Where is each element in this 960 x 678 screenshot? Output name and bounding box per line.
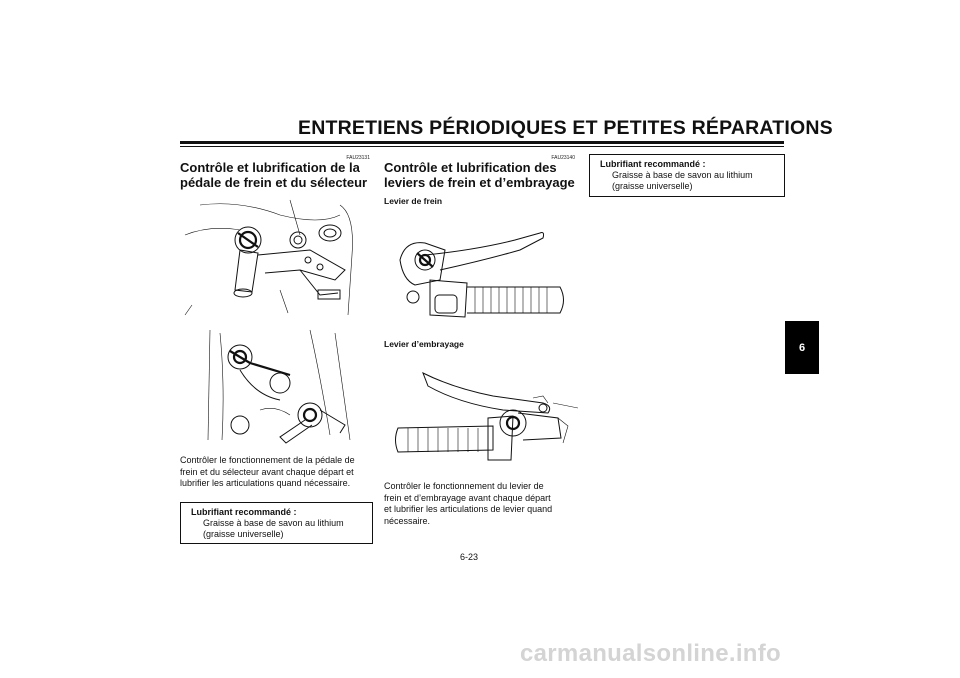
clutch-lever-illustration bbox=[393, 368, 578, 468]
header-rule-thin bbox=[180, 146, 784, 147]
left-title-line1: Contrôle et lubrification de la bbox=[180, 160, 360, 175]
lubricant-label: Lubrifiant recommandé : bbox=[600, 159, 706, 169]
header-rule bbox=[180, 141, 784, 144]
brake-lever-subheading: Levier de frein bbox=[384, 196, 443, 206]
lubricant-label: Lubrifiant recommandé : bbox=[191, 507, 297, 517]
brake-pedal-illustration bbox=[180, 195, 375, 320]
middle-body-text bbox=[384, 481, 577, 527]
lubricant-value-line1: Graisse à base de savon au lithium bbox=[612, 170, 753, 180]
left-body-text bbox=[180, 455, 373, 490]
middle-body-line2: frein et d’embrayage avant chaque départ bbox=[384, 492, 551, 503]
left-body-line3: lubrifier les articulations quand nécessaire. bbox=[180, 478, 351, 488]
left-body-line2: frein et du sélecteur avant chaque départ et bbox=[180, 466, 354, 477]
page-header-title: ENTRETIENS PÉRIODIQUES ET PETITES RÉPARATIONS bbox=[298, 117, 833, 139]
chapter-tab: 6 bbox=[785, 321, 819, 374]
middle-body-line1: Contrôler le fonctionnement du levier de bbox=[384, 481, 544, 491]
shift-pedal-illustration bbox=[180, 325, 375, 445]
middle-body-line4: nécessaire. bbox=[384, 515, 431, 526]
lubricant-value-line1: Graisse à base de savon au lithium bbox=[203, 518, 344, 528]
clutch-lever-subheading: Levier d’embrayage bbox=[384, 339, 464, 349]
left-body-line1: Contrôler le fonctionnement de la pédale de bbox=[180, 455, 355, 465]
left-section-code: FAU23131 bbox=[346, 155, 370, 161]
middle-body-line3: et lubrifier les articulations de levier quand bbox=[384, 504, 553, 514]
lubricant-value-line2: (graisse universelle) bbox=[612, 181, 693, 191]
page-number: 6-23 bbox=[460, 552, 479, 562]
left-title-line2: pédale de frein et du sélecteur bbox=[180, 175, 368, 190]
middle-title-line1: Contrôle et lubrification des bbox=[384, 160, 557, 175]
watermark-text: carmanualsonline.info bbox=[520, 640, 782, 667]
middle-section-code: FAU23140 bbox=[551, 155, 575, 161]
left-lubricant-box bbox=[180, 502, 373, 544]
middle-title-line2: leviers de frein et d’embrayage bbox=[384, 175, 575, 190]
lubricant-value-line2: (graisse universelle) bbox=[203, 529, 284, 539]
right-lubricant-box bbox=[589, 154, 785, 197]
middle-section-title bbox=[384, 160, 584, 190]
left-section-title bbox=[180, 160, 380, 190]
brake-lever-illustration bbox=[395, 225, 575, 330]
